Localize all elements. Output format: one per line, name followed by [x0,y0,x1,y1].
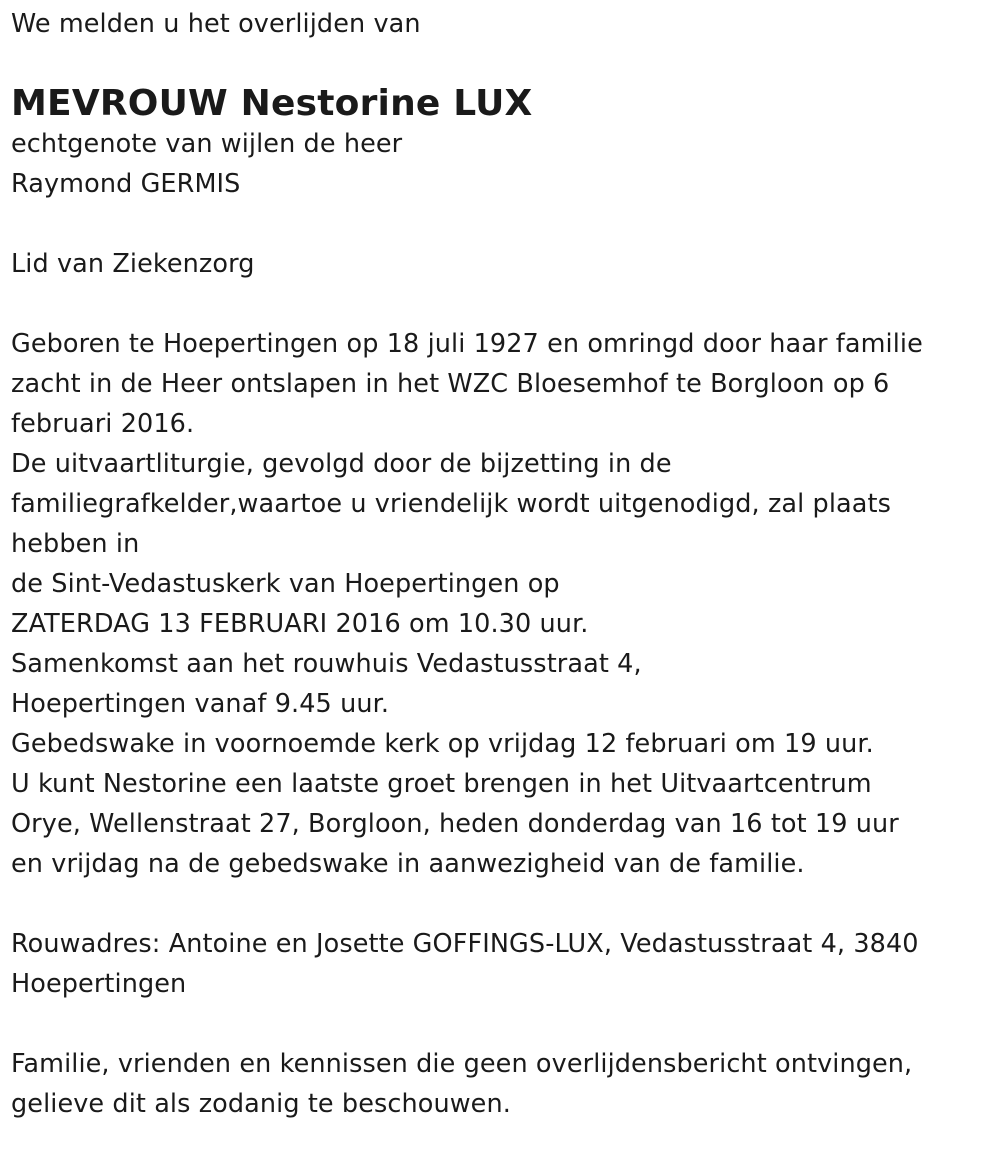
spacer [11,1004,996,1044]
spacer [11,204,996,244]
body-line: Samenkomst aan het rouwhuis Vedastusstraat 4, [11,649,642,679]
body-line: U kunt Nestorine een laatste groet brengen in het Uitvaartcentrum [11,769,872,799]
body-line: Orye, Wellenstraat 27, Borgloon, heden donderdag van 16 tot 19 uur [11,809,899,839]
body-line: zacht in de Heer ontslapen in het WZC Bloesemhof te Borgloon op 6 [11,369,890,399]
deceased-name: MEVROUW Nestorine LUX [11,83,533,124]
death-notice [11,4,996,1124]
spouse-name: Raymond GERMIS [11,169,241,199]
body-line: februari 2016. [11,409,195,439]
body-line: ZATERDAG 13 FEBRUARI 2016 om 10.30 uur. [11,609,589,639]
spacer [11,44,996,84]
closing-line: gelieve dit als zodanig te beschouwen. [11,1089,511,1119]
membership-text: Lid van Ziekenzorg [11,249,255,279]
body-line: hebben in [11,529,140,559]
spouse-prefix: echtgenote van wijlen de heer [11,129,403,159]
intro-text: We melden u het overlijden van [11,9,421,39]
body-line: Gebedswake in voornoemde kerk op vrijdag 12 februari om 19 uur. [11,729,874,759]
spacer [11,284,996,324]
address-line: Rouwadres: Antoine en Josette GOFFINGS-LUX, Vedastusstraat 4, 3840 [11,929,919,959]
closing-line: Familie, vrienden en kennissen die geen overlijdensbericht ontvingen, [11,1049,913,1079]
body-line: Hoepertingen vanaf 9.45 uur. [11,689,390,719]
body-line: de Sint-Vedastuskerk van Hoepertingen op [11,569,560,599]
body-line: Geboren te Hoepertingen op 18 juli 1927 en omringd door haar familie [11,329,923,359]
address-line: Hoepertingen [11,969,187,999]
spacer [11,884,996,924]
body-line: en vrijdag na de gebedswake in aanwezigheid van de familie. [11,849,805,879]
body-line: familiegrafkelder,waartoe u vriendelijk wordt uitgenodigd, zal plaats [11,489,891,519]
body-line: De uitvaartliturgie, gevolgd door de bijzetting in de [11,449,672,479]
